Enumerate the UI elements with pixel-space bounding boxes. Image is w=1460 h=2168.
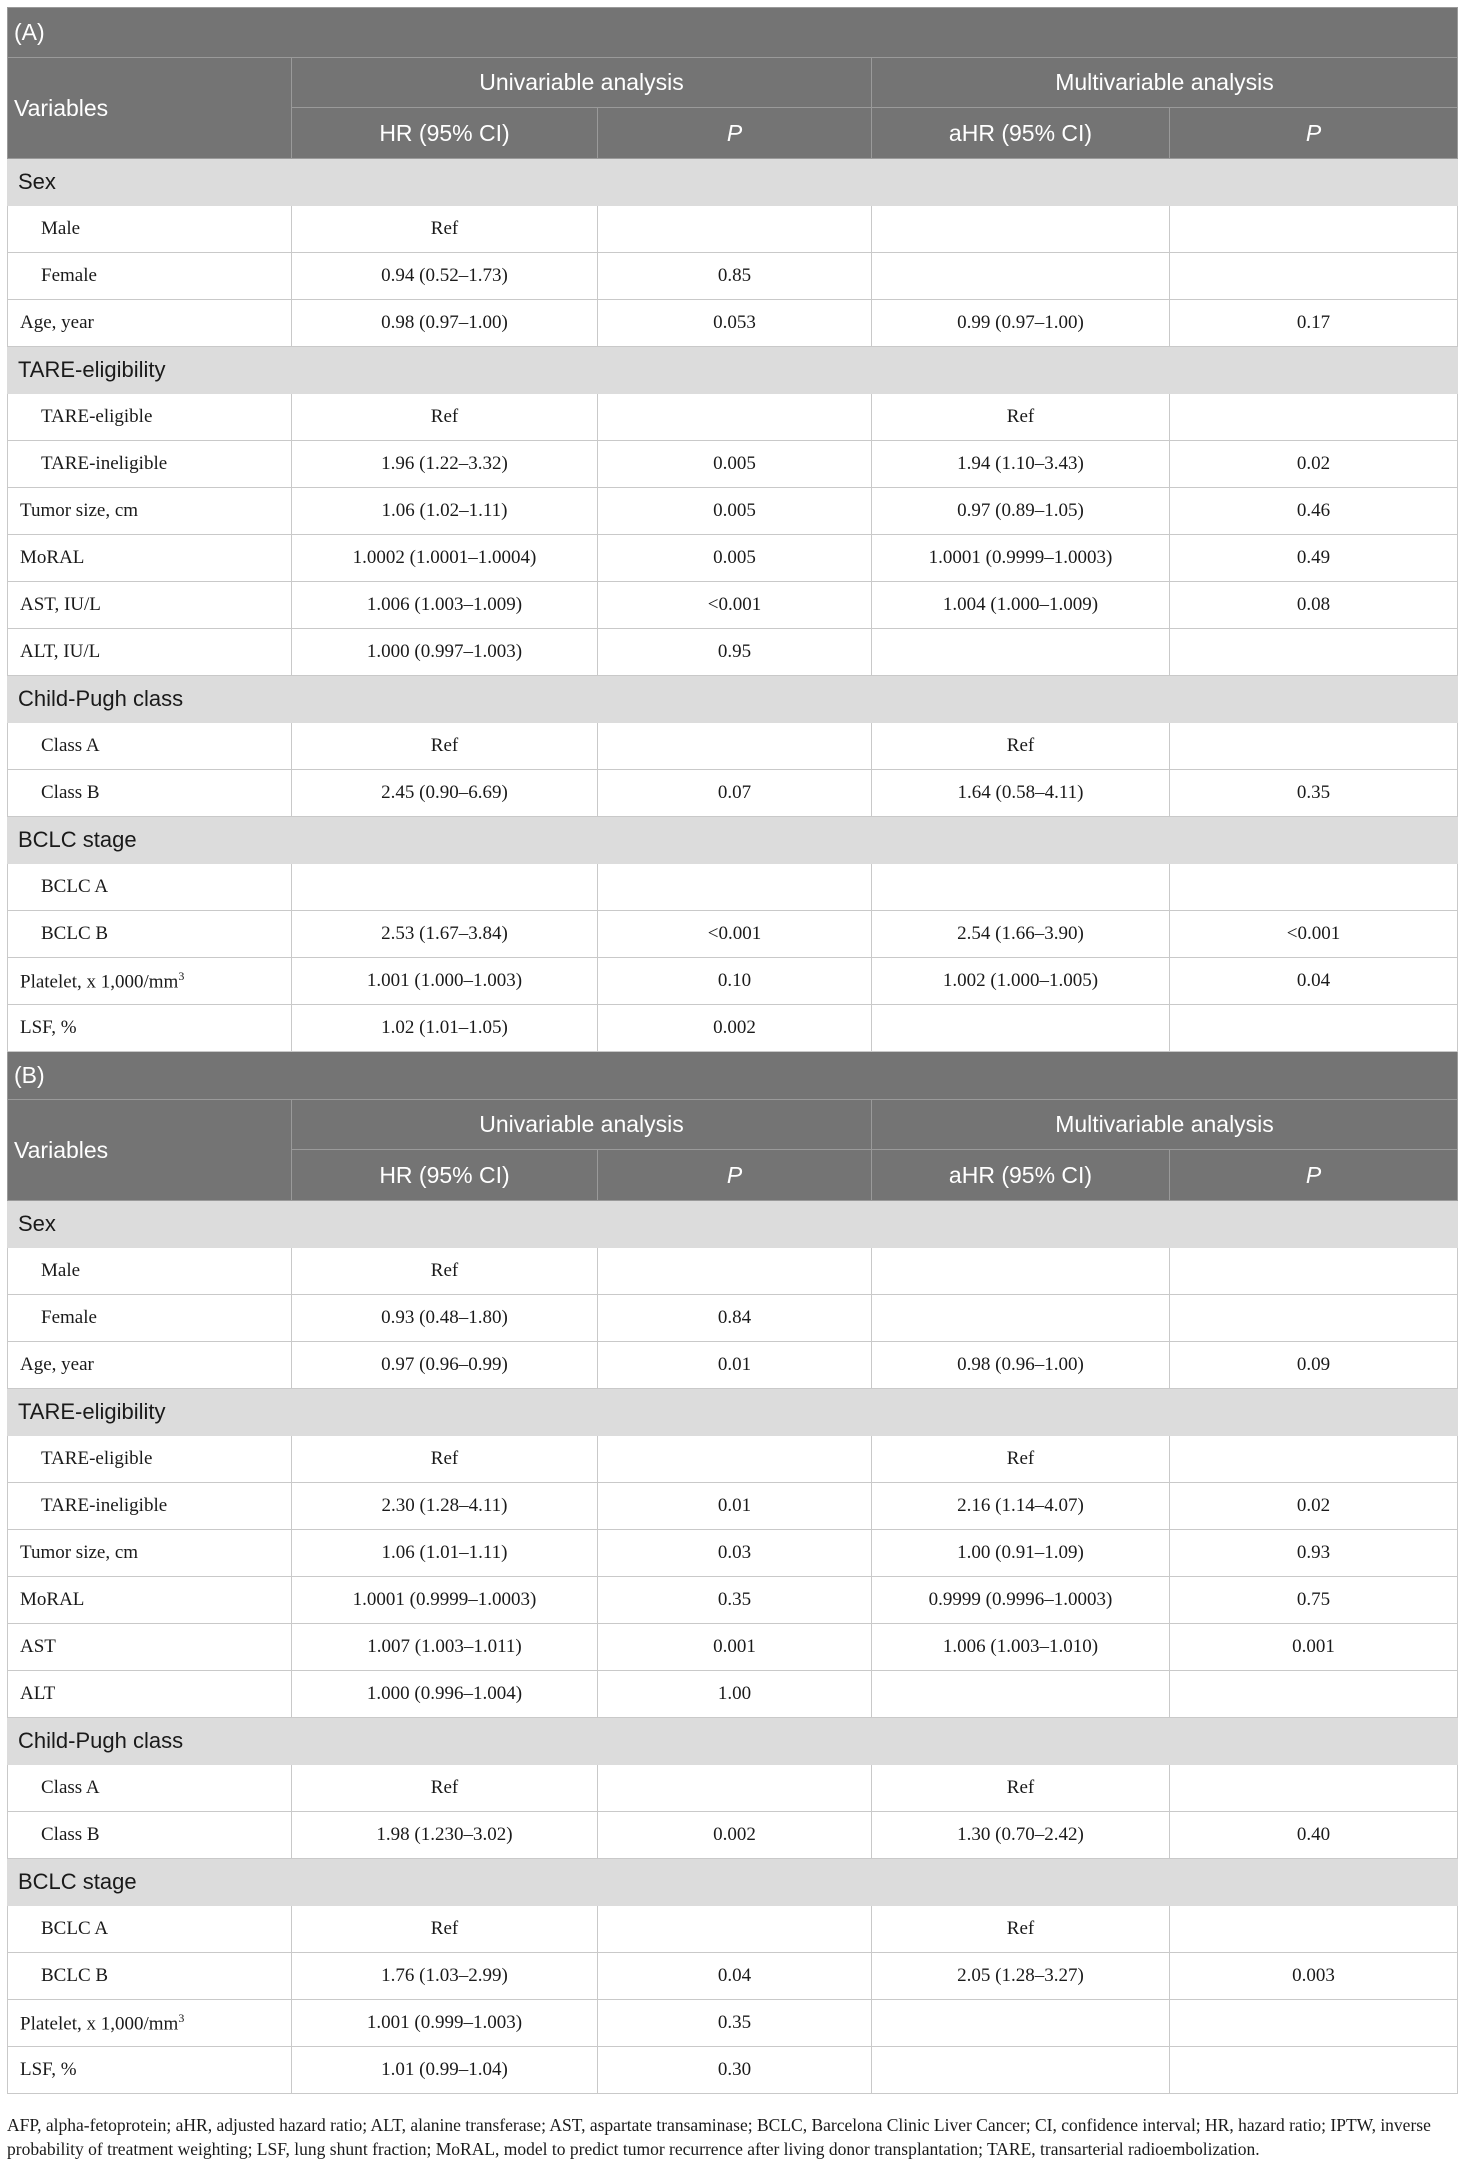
adjusted-p-value: 0.17 bbox=[1170, 300, 1458, 347]
p-value: <0.001 bbox=[598, 911, 872, 958]
unit-superscript: 3 bbox=[178, 2010, 185, 2025]
p-value: 0.053 bbox=[598, 300, 872, 347]
p-header: P bbox=[598, 108, 872, 159]
panel-a-body bbox=[8, 159, 1458, 1052]
hr-value: 1.96 (1.22–3.32) bbox=[292, 441, 598, 488]
p-value: 0.005 bbox=[598, 535, 872, 582]
variable-label-text: BCLC B bbox=[41, 923, 109, 944]
variable-label-text: Female bbox=[41, 1307, 97, 1328]
variable-label-text: Tumor size, cm bbox=[20, 500, 139, 521]
variable-label-text: AST, IU/L bbox=[20, 594, 101, 615]
p-value: 0.002 bbox=[598, 1005, 872, 1052]
group-header-row bbox=[8, 159, 1458, 206]
adjusted-p-value: <0.001 bbox=[1170, 911, 1458, 958]
variable-label bbox=[8, 1295, 292, 1342]
variable-label-text: MoRAL bbox=[20, 547, 85, 568]
adjusted-p-value: 0.49 bbox=[1170, 535, 1458, 582]
adjusted-p-header: P bbox=[1170, 1150, 1458, 1201]
adjusted-p-value bbox=[1170, 629, 1458, 676]
ahr-header: aHR (95% CI) bbox=[872, 108, 1170, 159]
adjusted-p-value bbox=[1170, 206, 1458, 253]
adjusted-p-header: P bbox=[1170, 108, 1458, 159]
hr-value: 1.98 (1.230–3.02) bbox=[292, 1812, 598, 1859]
variable-label bbox=[8, 1005, 292, 1052]
variable-label bbox=[8, 394, 292, 441]
hr-value: 1.001 (0.999–1.003) bbox=[292, 2000, 598, 2047]
adjusted-p-value: 0.40 bbox=[1170, 1812, 1458, 1859]
hr-value: Ref bbox=[292, 1248, 598, 1295]
hr-value: 1.0002 (1.0001–1.0004) bbox=[292, 535, 598, 582]
ahr-value bbox=[872, 1295, 1170, 1342]
table-row bbox=[8, 723, 1458, 770]
ahr-value: 1.64 (0.58–4.11) bbox=[872, 770, 1170, 817]
ahr-value: 1.30 (0.70–2.42) bbox=[872, 1812, 1170, 1859]
hr-value: 1.000 (0.997–1.003) bbox=[292, 629, 598, 676]
hr-value: Ref bbox=[292, 723, 598, 770]
table-row bbox=[8, 864, 1458, 911]
group-header-row bbox=[8, 676, 1458, 723]
p-value bbox=[598, 206, 872, 253]
p-value: 0.07 bbox=[598, 770, 872, 817]
p-value: 0.84 bbox=[598, 1295, 872, 1342]
adjusted-p-value: 0.46 bbox=[1170, 488, 1458, 535]
variable-label-text: ALT, IU/L bbox=[20, 641, 101, 662]
adjusted-p-value bbox=[1170, 723, 1458, 770]
p-value: 0.35 bbox=[598, 2000, 872, 2047]
adjusted-p-value bbox=[1170, 2047, 1458, 2094]
table-row bbox=[8, 394, 1458, 441]
p-value: 0.85 bbox=[598, 253, 872, 300]
adjusted-p-value: 0.08 bbox=[1170, 582, 1458, 629]
ahr-value: 2.16 (1.14–4.07) bbox=[872, 1483, 1170, 1530]
adjusted-p-value bbox=[1170, 1295, 1458, 1342]
hr-value: Ref bbox=[292, 206, 598, 253]
adjusted-p-value: 0.001 bbox=[1170, 1624, 1458, 1671]
variable-label-text: BCLC B bbox=[41, 1965, 109, 1986]
ahr-value bbox=[872, 1005, 1170, 1052]
p-value: 0.005 bbox=[598, 488, 872, 535]
variable-label bbox=[8, 629, 292, 676]
p-value: 0.005 bbox=[598, 441, 872, 488]
variable-label-text: Age, year bbox=[20, 1354, 94, 1375]
variables-header: Variables bbox=[8, 1100, 292, 1201]
ahr-value: 1.006 (1.003–1.010) bbox=[872, 1624, 1170, 1671]
hazard-ratio-table bbox=[7, 7, 1458, 2094]
ahr-value bbox=[872, 253, 1170, 300]
group-label: BCLC stage bbox=[8, 1859, 1458, 1906]
table-row bbox=[8, 958, 1458, 1005]
p-value: 0.01 bbox=[598, 1483, 872, 1530]
ahr-value: 1.004 (1.000–1.009) bbox=[872, 582, 1170, 629]
variable-label bbox=[8, 770, 292, 817]
variable-label-text: Class A bbox=[41, 1777, 100, 1798]
adjusted-p-value: 0.35 bbox=[1170, 770, 1458, 817]
variable-label-text: Female bbox=[41, 265, 97, 286]
adjusted-p-value bbox=[1170, 1436, 1458, 1483]
hr-value: 2.53 (1.67–3.84) bbox=[292, 911, 598, 958]
adjusted-p-value: 0.02 bbox=[1170, 441, 1458, 488]
hr-header: HR (95% CI) bbox=[292, 1150, 598, 1201]
variable-label-text: Platelet, x 1,000/mm bbox=[20, 971, 179, 993]
variable-label-text: LSF, % bbox=[20, 1017, 77, 1038]
hr-value: 1.01 (0.99–1.04) bbox=[292, 2047, 598, 2094]
group-label: TARE-eligibility bbox=[8, 1389, 1458, 1436]
table-row bbox=[8, 2047, 1458, 2094]
ahr-value: Ref bbox=[872, 723, 1170, 770]
variable-label bbox=[8, 1530, 292, 1577]
variable-label-text: ALT bbox=[20, 1683, 56, 1704]
variable-label bbox=[8, 958, 292, 1005]
adjusted-p-value: 0.02 bbox=[1170, 1483, 1458, 1530]
group-label: BCLC stage bbox=[8, 817, 1458, 864]
ahr-value: Ref bbox=[872, 394, 1170, 441]
ahr-value: Ref bbox=[872, 1906, 1170, 1953]
table-row bbox=[8, 1906, 1458, 1953]
variable-label bbox=[8, 1577, 292, 1624]
p-value bbox=[598, 723, 872, 770]
panel-b-header bbox=[8, 1052, 1458, 1201]
group-header-row bbox=[8, 1718, 1458, 1765]
p-value: 0.10 bbox=[598, 958, 872, 1005]
group-header-row bbox=[8, 1201, 1458, 1248]
table-row bbox=[8, 1483, 1458, 1530]
variable-label bbox=[8, 1483, 292, 1530]
variable-label bbox=[8, 535, 292, 582]
table-row bbox=[8, 488, 1458, 535]
variable-label bbox=[8, 300, 292, 347]
panel-b-body bbox=[8, 1201, 1458, 2094]
variable-label-text: MoRAL bbox=[20, 1589, 85, 1610]
ahr-value bbox=[872, 629, 1170, 676]
ahr-value: 0.97 (0.89–1.05) bbox=[872, 488, 1170, 535]
ahr-value bbox=[872, 206, 1170, 253]
variable-label-text: Tumor size, cm bbox=[20, 1542, 139, 1563]
variables-header: Variables bbox=[8, 58, 292, 159]
p-header: P bbox=[598, 1150, 872, 1201]
ahr-value: 2.54 (1.66–3.90) bbox=[872, 911, 1170, 958]
multivariable-header: Multivariable analysis bbox=[872, 58, 1458, 108]
table-row bbox=[8, 535, 1458, 582]
adjusted-p-value: 0.04 bbox=[1170, 958, 1458, 1005]
ahr-value bbox=[872, 1671, 1170, 1718]
p-value bbox=[598, 1436, 872, 1483]
ahr-value bbox=[872, 2000, 1170, 2047]
group-label: Child-Pugh class bbox=[8, 676, 1458, 723]
adjusted-p-value: 0.09 bbox=[1170, 1342, 1458, 1389]
hr-value: 0.98 (0.97–1.00) bbox=[292, 300, 598, 347]
adjusted-p-value bbox=[1170, 1906, 1458, 1953]
group-header-row bbox=[8, 817, 1458, 864]
table-row bbox=[8, 206, 1458, 253]
variable-label-text: Class B bbox=[41, 782, 100, 803]
table-row bbox=[8, 1530, 1458, 1577]
hr-value: Ref bbox=[292, 1765, 598, 1812]
ahr-value: 1.0001 (0.9999–1.0003) bbox=[872, 535, 1170, 582]
group-header-row bbox=[8, 347, 1458, 394]
p-value bbox=[598, 1906, 872, 1953]
panel-a-label: (A) bbox=[8, 8, 1458, 58]
table-row bbox=[8, 1765, 1458, 1812]
p-value: 0.04 bbox=[598, 1953, 872, 2000]
adjusted-p-value bbox=[1170, 253, 1458, 300]
variable-label-text: Class A bbox=[41, 735, 100, 756]
panel-b-label: (B) bbox=[8, 1052, 1458, 1100]
hr-value: 1.76 (1.03–2.99) bbox=[292, 1953, 598, 2000]
p-value: 0.01 bbox=[598, 1342, 872, 1389]
table-row bbox=[8, 629, 1458, 676]
ahr-value: Ref bbox=[872, 1765, 1170, 1812]
ahr-value: 1.002 (1.000–1.005) bbox=[872, 958, 1170, 1005]
hr-value: 2.30 (1.28–4.11) bbox=[292, 1483, 598, 1530]
variable-label bbox=[8, 723, 292, 770]
variable-label-text: Class B bbox=[41, 1824, 100, 1845]
table-row bbox=[8, 1342, 1458, 1389]
p-value bbox=[598, 1765, 872, 1812]
variable-label-text: Age, year bbox=[20, 312, 94, 333]
ahr-value: 1.00 (0.91–1.09) bbox=[872, 1530, 1170, 1577]
ahr-value: 2.05 (1.28–3.27) bbox=[872, 1953, 1170, 2000]
adjusted-p-value bbox=[1170, 1765, 1458, 1812]
p-value bbox=[598, 864, 872, 911]
p-value bbox=[598, 1248, 872, 1295]
variable-label bbox=[8, 441, 292, 488]
p-value: 0.03 bbox=[598, 1530, 872, 1577]
table-row bbox=[8, 1295, 1458, 1342]
variable-label bbox=[8, 1765, 292, 1812]
table-row bbox=[8, 1953, 1458, 2000]
variable-label-text: LSF, % bbox=[20, 2059, 77, 2080]
group-label: Sex bbox=[8, 1201, 1458, 1248]
hr-value: 1.0001 (0.9999–1.0003) bbox=[292, 1577, 598, 1624]
group-header-row bbox=[8, 1389, 1458, 1436]
table-row bbox=[8, 1624, 1458, 1671]
group-label: Child-Pugh class bbox=[8, 1718, 1458, 1765]
ahr-value: Ref bbox=[872, 1436, 1170, 1483]
variable-label bbox=[8, 2000, 292, 2047]
variable-label-text: BCLC A bbox=[41, 876, 109, 897]
multivariable-header: Multivariable analysis bbox=[872, 1100, 1458, 1150]
univariable-header: Univariable analysis bbox=[292, 1100, 872, 1150]
ahr-value: 1.94 (1.10–3.43) bbox=[872, 441, 1170, 488]
variable-label-text: TARE-eligible bbox=[41, 1448, 153, 1469]
adjusted-p-value bbox=[1170, 2000, 1458, 2047]
hr-value: 2.45 (0.90–6.69) bbox=[292, 770, 598, 817]
variable-label-text: TARE-ineligible bbox=[41, 453, 168, 474]
variable-label-text: TARE-eligible bbox=[41, 406, 153, 427]
variable-label bbox=[8, 582, 292, 629]
table-row bbox=[8, 582, 1458, 629]
variable-label-text: AST bbox=[20, 1636, 56, 1657]
table-row bbox=[8, 300, 1458, 347]
variable-label bbox=[8, 911, 292, 958]
p-value: 0.30 bbox=[598, 2047, 872, 2094]
variable-label bbox=[8, 1953, 292, 2000]
table-footnote: AFP, alpha-fetoprotein; aHR, adjusted hazard ratio; ALT, alanine transferase; AST, aspartate transaminase; BCLC, Barcelona Clinic Liver Cancer; CI, confidence interval; HR, hazard ratio; IPTW, inverse probability of treatment weighting; LSF, lung shunt fraction; MoRAL, model to predict tumor recurrence after living donor transplantation; TARE, transarterial radioembolization. bbox=[7, 2115, 1431, 2159]
hr-value: 1.06 (1.02–1.11) bbox=[292, 488, 598, 535]
hr-value: 0.94 (0.52–1.73) bbox=[292, 253, 598, 300]
variable-label bbox=[8, 1624, 292, 1671]
hr-value: Ref bbox=[292, 1906, 598, 1953]
adjusted-p-value: 0.003 bbox=[1170, 1953, 1458, 2000]
variable-label-text: Platelet, x 1,000/mm bbox=[20, 2013, 179, 2035]
univariable-header: Univariable analysis bbox=[292, 58, 872, 108]
table-row bbox=[8, 1248, 1458, 1295]
variable-label-text: Male bbox=[41, 1260, 81, 1281]
adjusted-p-value bbox=[1170, 1005, 1458, 1052]
group-header-row bbox=[8, 1859, 1458, 1906]
group-label: Sex bbox=[8, 159, 1458, 206]
table-row bbox=[8, 441, 1458, 488]
hr-value: 0.93 (0.48–1.80) bbox=[292, 1295, 598, 1342]
variable-label bbox=[8, 1248, 292, 1295]
hr-value: 1.007 (1.003–1.011) bbox=[292, 1624, 598, 1671]
table-row bbox=[8, 1436, 1458, 1483]
variable-label bbox=[8, 206, 292, 253]
panel-a-header bbox=[8, 8, 1458, 159]
table-row bbox=[8, 911, 1458, 958]
hr-value: 1.006 (1.003–1.009) bbox=[292, 582, 598, 629]
variable-label bbox=[8, 1671, 292, 1718]
table-row bbox=[8, 1671, 1458, 1718]
variable-label bbox=[8, 2047, 292, 2094]
variable-label bbox=[8, 1812, 292, 1859]
hr-value: 0.97 (0.96–0.99) bbox=[292, 1342, 598, 1389]
table-row bbox=[8, 1005, 1458, 1052]
variable-label bbox=[8, 253, 292, 300]
variable-label bbox=[8, 1342, 292, 1389]
adjusted-p-value bbox=[1170, 864, 1458, 911]
table-row bbox=[8, 770, 1458, 817]
variable-label-text: Male bbox=[41, 218, 81, 239]
table-row bbox=[8, 1577, 1458, 1624]
ahr-value: 0.9999 (0.9996–1.0003) bbox=[872, 1577, 1170, 1624]
hr-header: HR (95% CI) bbox=[292, 108, 598, 159]
group-label: TARE-eligibility bbox=[8, 347, 1458, 394]
variable-label bbox=[8, 1436, 292, 1483]
unit-superscript: 3 bbox=[178, 968, 185, 983]
hr-value: Ref bbox=[292, 394, 598, 441]
ahr-value bbox=[872, 1248, 1170, 1295]
table-row bbox=[8, 2000, 1458, 2047]
ahr-value: 0.98 (0.96–1.00) bbox=[872, 1342, 1170, 1389]
p-value: 0.95 bbox=[598, 629, 872, 676]
variable-label-text: TARE-ineligible bbox=[41, 1495, 168, 1516]
ahr-value bbox=[872, 864, 1170, 911]
p-value: 0.002 bbox=[598, 1812, 872, 1859]
p-value bbox=[598, 394, 872, 441]
adjusted-p-value: 0.75 bbox=[1170, 1577, 1458, 1624]
adjusted-p-value bbox=[1170, 1671, 1458, 1718]
hr-value: 1.02 (1.01–1.05) bbox=[292, 1005, 598, 1052]
p-value: 0.001 bbox=[598, 1624, 872, 1671]
adjusted-p-value bbox=[1170, 1248, 1458, 1295]
variable-label-text: BCLC A bbox=[41, 1918, 109, 1939]
variable-label bbox=[8, 864, 292, 911]
variable-label bbox=[8, 488, 292, 535]
table-container bbox=[7, 7, 1457, 2094]
hr-value: 1.001 (1.000–1.003) bbox=[292, 958, 598, 1005]
hr-value: 1.06 (1.01–1.11) bbox=[292, 1530, 598, 1577]
p-value: 0.35 bbox=[598, 1577, 872, 1624]
table-row bbox=[8, 253, 1458, 300]
table-row bbox=[8, 1812, 1458, 1859]
p-value: <0.001 bbox=[598, 582, 872, 629]
ahr-value: 0.99 (0.97–1.00) bbox=[872, 300, 1170, 347]
ahr-header: aHR (95% CI) bbox=[872, 1150, 1170, 1201]
adjusted-p-value bbox=[1170, 394, 1458, 441]
adjusted-p-value: 0.93 bbox=[1170, 1530, 1458, 1577]
hr-value: Ref bbox=[292, 1436, 598, 1483]
p-value: 1.00 bbox=[598, 1671, 872, 1718]
variable-label bbox=[8, 1906, 292, 1953]
ahr-value bbox=[872, 2047, 1170, 2094]
hr-value bbox=[292, 864, 598, 911]
hr-value: 1.000 (0.996–1.004) bbox=[292, 1671, 598, 1718]
